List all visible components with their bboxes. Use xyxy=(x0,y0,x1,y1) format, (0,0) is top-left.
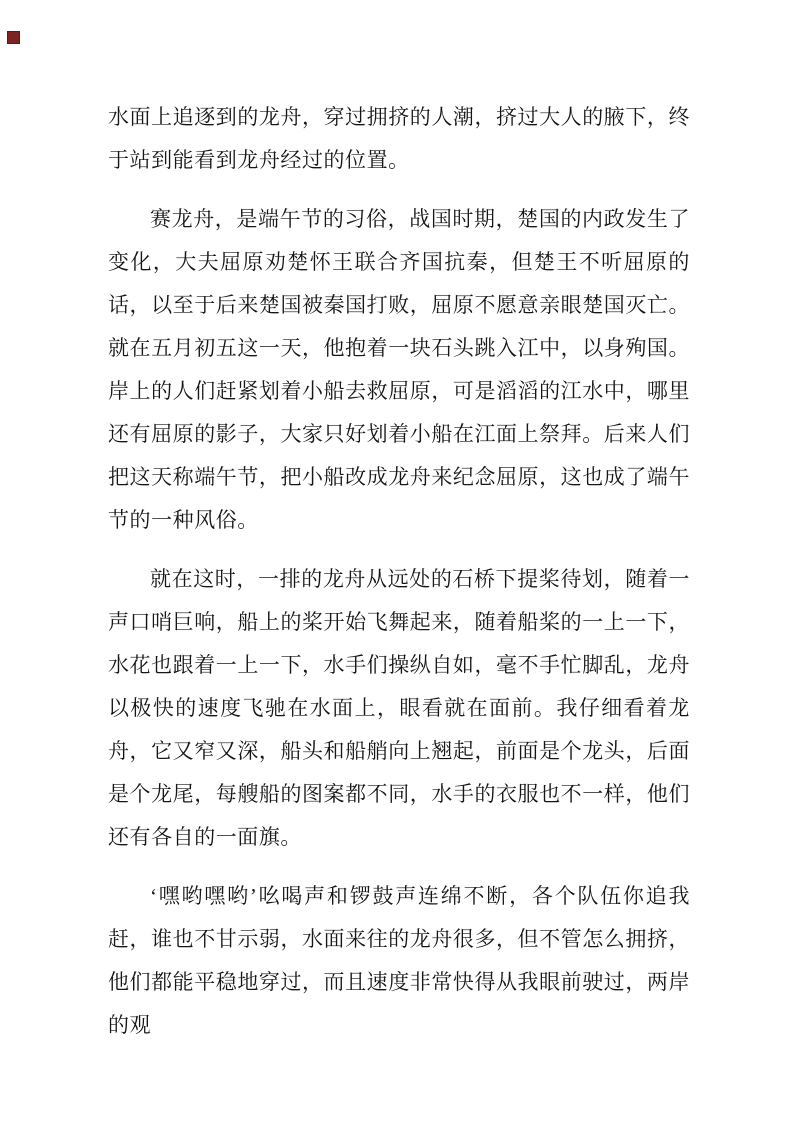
document-body xyxy=(108,96,690,1063)
paragraph-1: 水面上追逐到的龙舟，穿过拥挤的人潮，挤过大人的腋下，终于站到能看到龙舟经过的位置。 xyxy=(108,105,690,172)
paragraph-3: 就在这时，一排的龙舟从远处的石桥下提桨待划，随着一声口哨巨响，船上的桨开始飞舞起来，随着船桨的一上一下，水花也跟着一上一下，水手们操纵自如，毫不手忙脚乱，龙舟以极快的速度飞驰在水面上，眼看就在面前。我仔细看着龙舟，它又窄又深，船头和船艄向上翘起，前面是个龙头，后面是个龙尾，每艘船的图案都不同，水手的衣服也不一样，他们还有各自的一面旗。 xyxy=(108,567,690,849)
paragraph-2: 赛龙舟，是端午节的习俗，战国时期，楚国的内政发生了变化，大夫屈原劝楚怀王联合齐国抗秦，但楚王不听屈原的话，以至于后来楚国被秦国打败，屈原不愿意亲眼楚国灭亡。就在五月初五这一天，他抱着一块石头跳入江中，以身殉国。岸上的人们赶紧划着小船去救屈原，可是滔滔的江水中，哪里还有屈原的影子，大家只好划着小船在江面上祭拜。后来人们把这天称端午节，把小船改成龙舟来纪念屈原，这也成了端午节的一种风俗。 xyxy=(108,207,690,532)
corner-mark xyxy=(7,31,20,44)
paragraph-4: ‘嘿哟嘿哟’吆喝声和锣鼓声连绵不断，各个队伍你追我赶，谁也不甘示弱，水面来往的龙舟很多，但不管怎么拥挤，他们都能平稳地穿过，而且速度非常快得从我眼前驶过，两岸的观 xyxy=(108,884,690,1037)
